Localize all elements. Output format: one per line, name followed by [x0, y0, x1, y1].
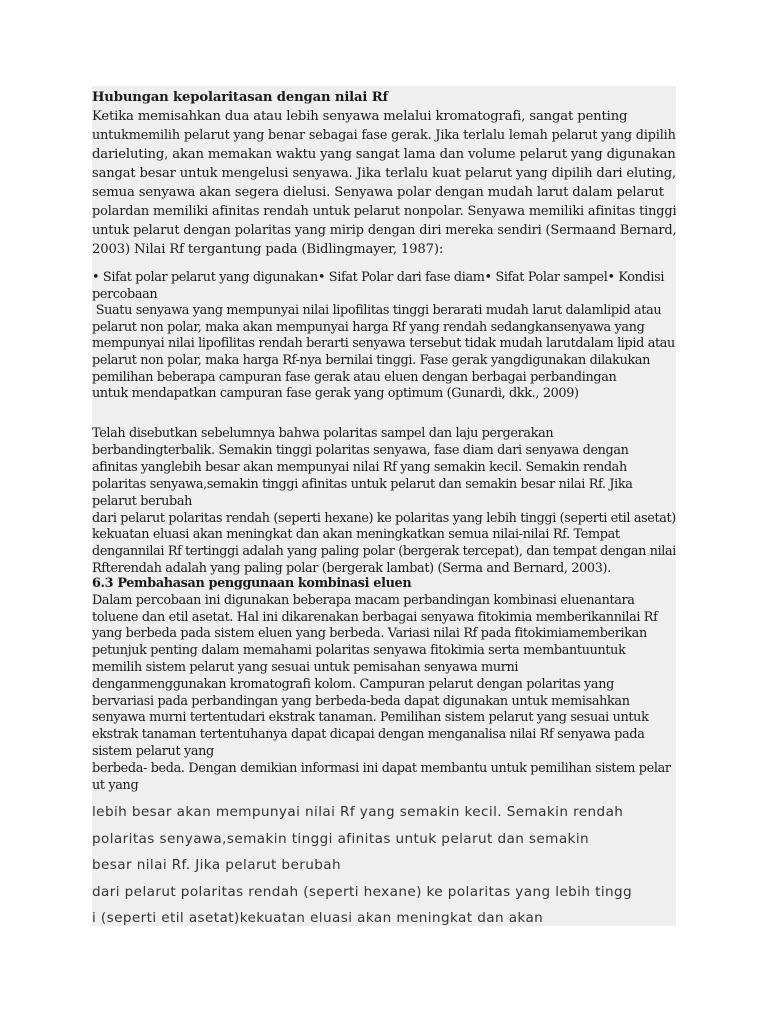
paragraph-line: afinitas yanglebih besar akan mempunyai nilai Rf yang semakin kecil. Semakin rendah — [92, 459, 627, 475]
paragraph-line: sangat besar untuk mengelusi senyawa. Jika terlalu kuat pelarut yang dipilih dari eluting, — [92, 166, 676, 181]
paragraph-line: darieluting, akan memakan waktu yang sangat lama dan volume pelarut yang digunakan — [92, 147, 676, 162]
paragraph-line: kekuatan eluasi akan meningkat dan akan meningkatkan semua nilai-nilai Rf. Tempat — [92, 527, 620, 543]
paragraph-line: polardan memiliki afinitas rendah untuk pelarut nonpolar. Senyawa memiliki afinitas tinggi — [92, 204, 676, 219]
paragraph-line: petunjuk penting dalam memahami polaritas senyawa fitokimia serta membantuuntuk — [92, 643, 626, 659]
bullet-line: • Sifat polar pelarut yang digunakan• Sifat Polar dari fase diam• Sifat Polar sampel• Kondisi — [92, 270, 665, 285]
paragraph-line: memilih sistem pelarut yang sesuai untuk pemisahan senyawa murni — [92, 659, 519, 675]
document-page — [92, 86, 676, 926]
paragraph-line: Dalam percobaan ini digunakan beberapa macam perbandingan kombinasi eluenantara — [92, 592, 635, 608]
paragraph-line: bervariasi pada perbandingan yang berbeda-beda dapat digunakan untuk memisahkan — [92, 693, 630, 709]
paragraph-line: mempunyai nilai lipofilitas rendah berarti senyawa tersebut tidak mudah larutdalam lipid atau — [92, 336, 675, 352]
paragraph-line: untukmemilih pelarut yang benar sebagai fase gerak. Jika terlalu lemah pelarut yang dipilih — [92, 128, 676, 143]
paragraph-line: untuk mendapatkan campuran fase gerak yang optimum (Gunardi, dkk., 2009) — [92, 386, 579, 402]
paragraph-line: pelarut non polar, maka harga Rf-nya bernilai tinggi. Fase gerak yangdigunakan dilakukan — [92, 352, 651, 368]
paragraph-line: besar nilai Rf. Jika pelarut berubah — [92, 857, 341, 873]
paragraph-line: dari pelarut polaritas rendah (seperti hexane) ke polaritas yang lebih tinggi (seperti etil asetat) — [92, 510, 676, 526]
paragraph-line: sistem pelarut yang — [92, 743, 214, 759]
paragraph-line: ekstrak tanaman tertentuhanya dapat dicapai dengan menganalisa nilai Rf senyawa pada — [92, 727, 645, 743]
paragraph-line: ut yang — [92, 777, 139, 793]
paragraph-line: percobaan — [92, 286, 158, 302]
paragraph-line: i (seperti etil asetat)kekuatan eluasi akan meningkat dan akan — [92, 910, 544, 926]
paragraph-line: 2003) Nilai Rf tergantung pada (Bidlingmayer, 1987): — [92, 242, 444, 257]
paragraph-line: untuk pelarut dengan polaritas yang mirip dengan diri mereka sendiri (Sermaand Bernard, — [92, 223, 676, 238]
section-eluent-combination — [92, 576, 676, 794]
paragraph-line: Ketika memisahkan dua atau lebih senyawa melalui kromatografi, sangat penting — [92, 109, 628, 124]
paragraph-line: pelarut berubah — [92, 493, 192, 509]
section-polarity-movement — [92, 426, 676, 578]
section-heading: 6.3 Pembahasan penggunaan kombinasi eluen — [92, 576, 412, 591]
paragraph-line: Telah disebutkan sebelumnya bahwa polaritas sampel dan laju pergerakan — [92, 426, 554, 441]
paragraph-line: toluene dan etil asetat. Hal ini dikarenakan berbagai senyawa fitokimia memberikannilai Rf — [92, 609, 658, 625]
section-heading: Hubungan kepolaritasan dengan nilai Rf — [92, 90, 389, 105]
paragraph-line: senyawa murni tertentudari ekstrak tanaman. Pemilihan sistem pelarut yang sesuai untuk — [92, 710, 649, 726]
paragraph-line: dengannilai Rf tertinggi adalah yang paling polar (bergerak tercepat), dan tempat dengan nilai — [92, 544, 676, 560]
paragraph-line: lebih besar akan mempunyai nilai Rf yang semakin kecil. Semakin rendah — [92, 804, 624, 820]
paragraph-line: berbandingterbalik. Semakin tinggi polaritas senyawa, fase diam dari senyawa dengan — [92, 442, 629, 458]
paragraph-line: yang berbeda pada sistem eluen yang berbeda. Variasi nilai Rf pada fitokimiamemberikan — [92, 626, 647, 642]
paragraph-line: semua senyawa akan segera dielusi. Senyawa polar dengan mudah larut dalam pelarut — [92, 185, 664, 200]
section-repeated-excerpt — [92, 799, 676, 926]
paragraph-line: polaritas senyawa,semakin tinggi afinitas untuk pelarut dan semakin besar nilai Rf. Jika — [92, 476, 633, 492]
paragraph-line: dari pelarut polaritas rendah (seperti hexane) ke polaritas yang lebih tingg — [92, 883, 633, 900]
section-rf-polarity — [92, 88, 676, 259]
paragraph-line: denganmenggunakan kromatografi kolom. Campuran pelarut dengan polaritas yang — [92, 676, 614, 692]
paragraph-line: pelarut non polar, maka akan mempunyai harga Rf yang rendah sedangkansenyawa yang — [92, 319, 645, 335]
paragraph-line: Rfterendah adalah yang paling polar (bergerak lambat) (Serma and Bernard, 2003). — [92, 561, 611, 577]
paragraph-line: pemilihan beberapa campuran fase gerak atau eluen dengan berbagai perbandingan — [92, 369, 617, 385]
section-rf-factors — [92, 270, 676, 403]
paragraph-line: Suatu senyawa yang mempunyai nilai lipofilitas tinggi berarati mudah larut dalamlipid atau — [92, 303, 662, 319]
paragraph-line: polaritas senyawa,semakin tinggi afinitas untuk pelarut dan semakin — [92, 830, 590, 847]
paragraph-line: berbeda- beda. Dengan demikian informasi ini dapat membantu untuk pemilihan sistem pelar — [92, 760, 671, 776]
